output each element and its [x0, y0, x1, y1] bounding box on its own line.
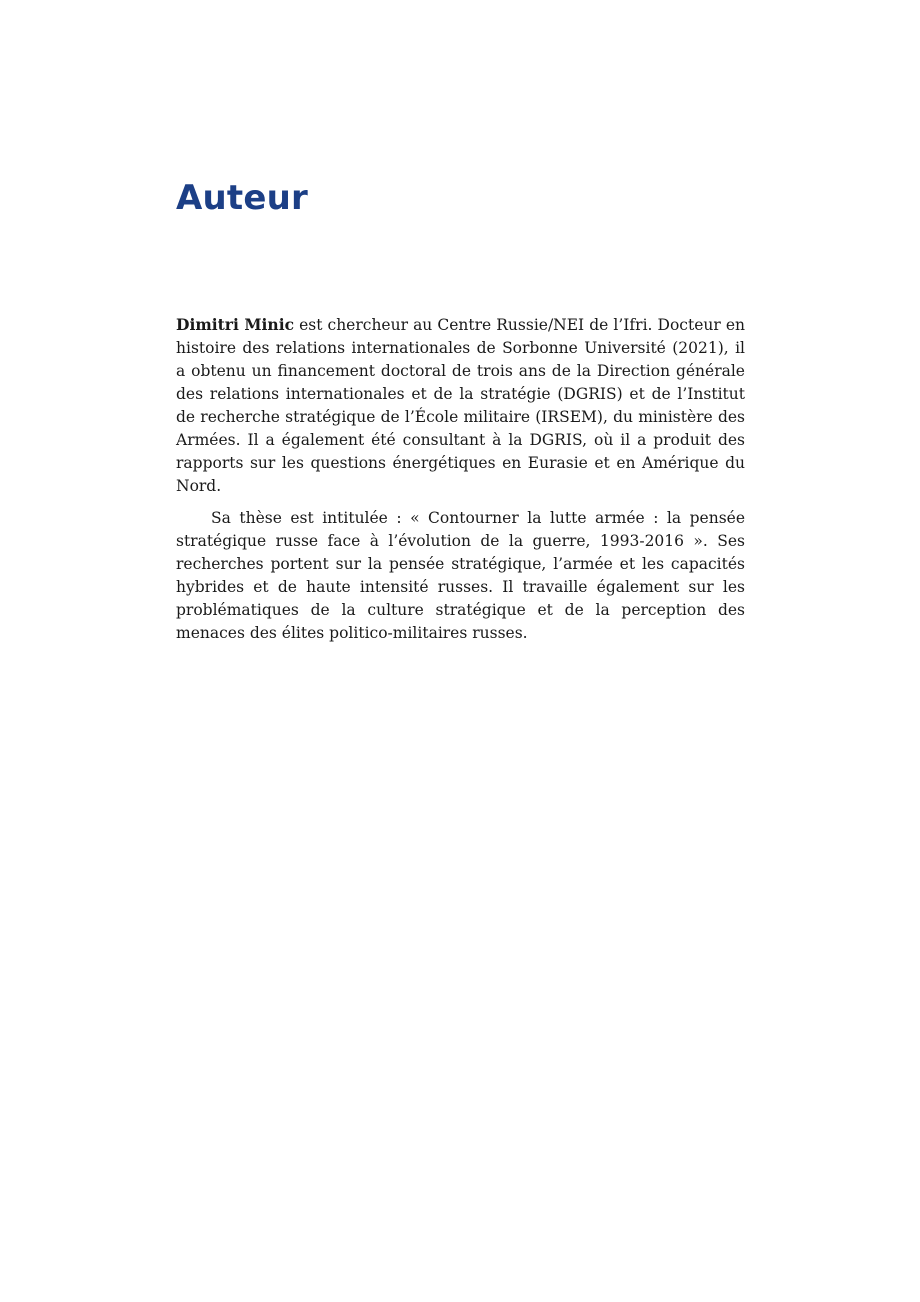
bio-paragraph-2: Sa thèse est intitulée : « Contourner la lutte armée : la pensée stratégique russe face à l’évolution de la guerre, 1993-2016 ». Ses recherches portent sur la pensée stratégique, l’armée et les capacités hybrides et de haute intensité russes. Il travaille également sur les problématiques de la culture stratégique et de la perception des menaces des élites politico-militaires russes. [176, 509, 745, 642]
bio-paragraph-1 [176, 313, 745, 498]
author-name: Dimitri Minic [176, 315, 295, 334]
page-title: Auteur [176, 178, 309, 218]
bio-paragraph-1-text: est chercheur au Centre Russie/NEI de l’Ifri. Docteur en histoire des relations internationales de Sorbonne Université (2021), il a obtenu un financement doctoral de trois ans de la Direction générale des relations internationales et de la stratégie (DGRIS) et de l’Institut de recherche stratégique de l’École militaire (IRSEM), du ministère des Armées. Il a également été consultant à la DGRIS, où il a produit des rapports sur les questions énergétiques en Eurasie et en Amérique du Nord. [176, 316, 745, 495]
author-bio [176, 313, 745, 645]
